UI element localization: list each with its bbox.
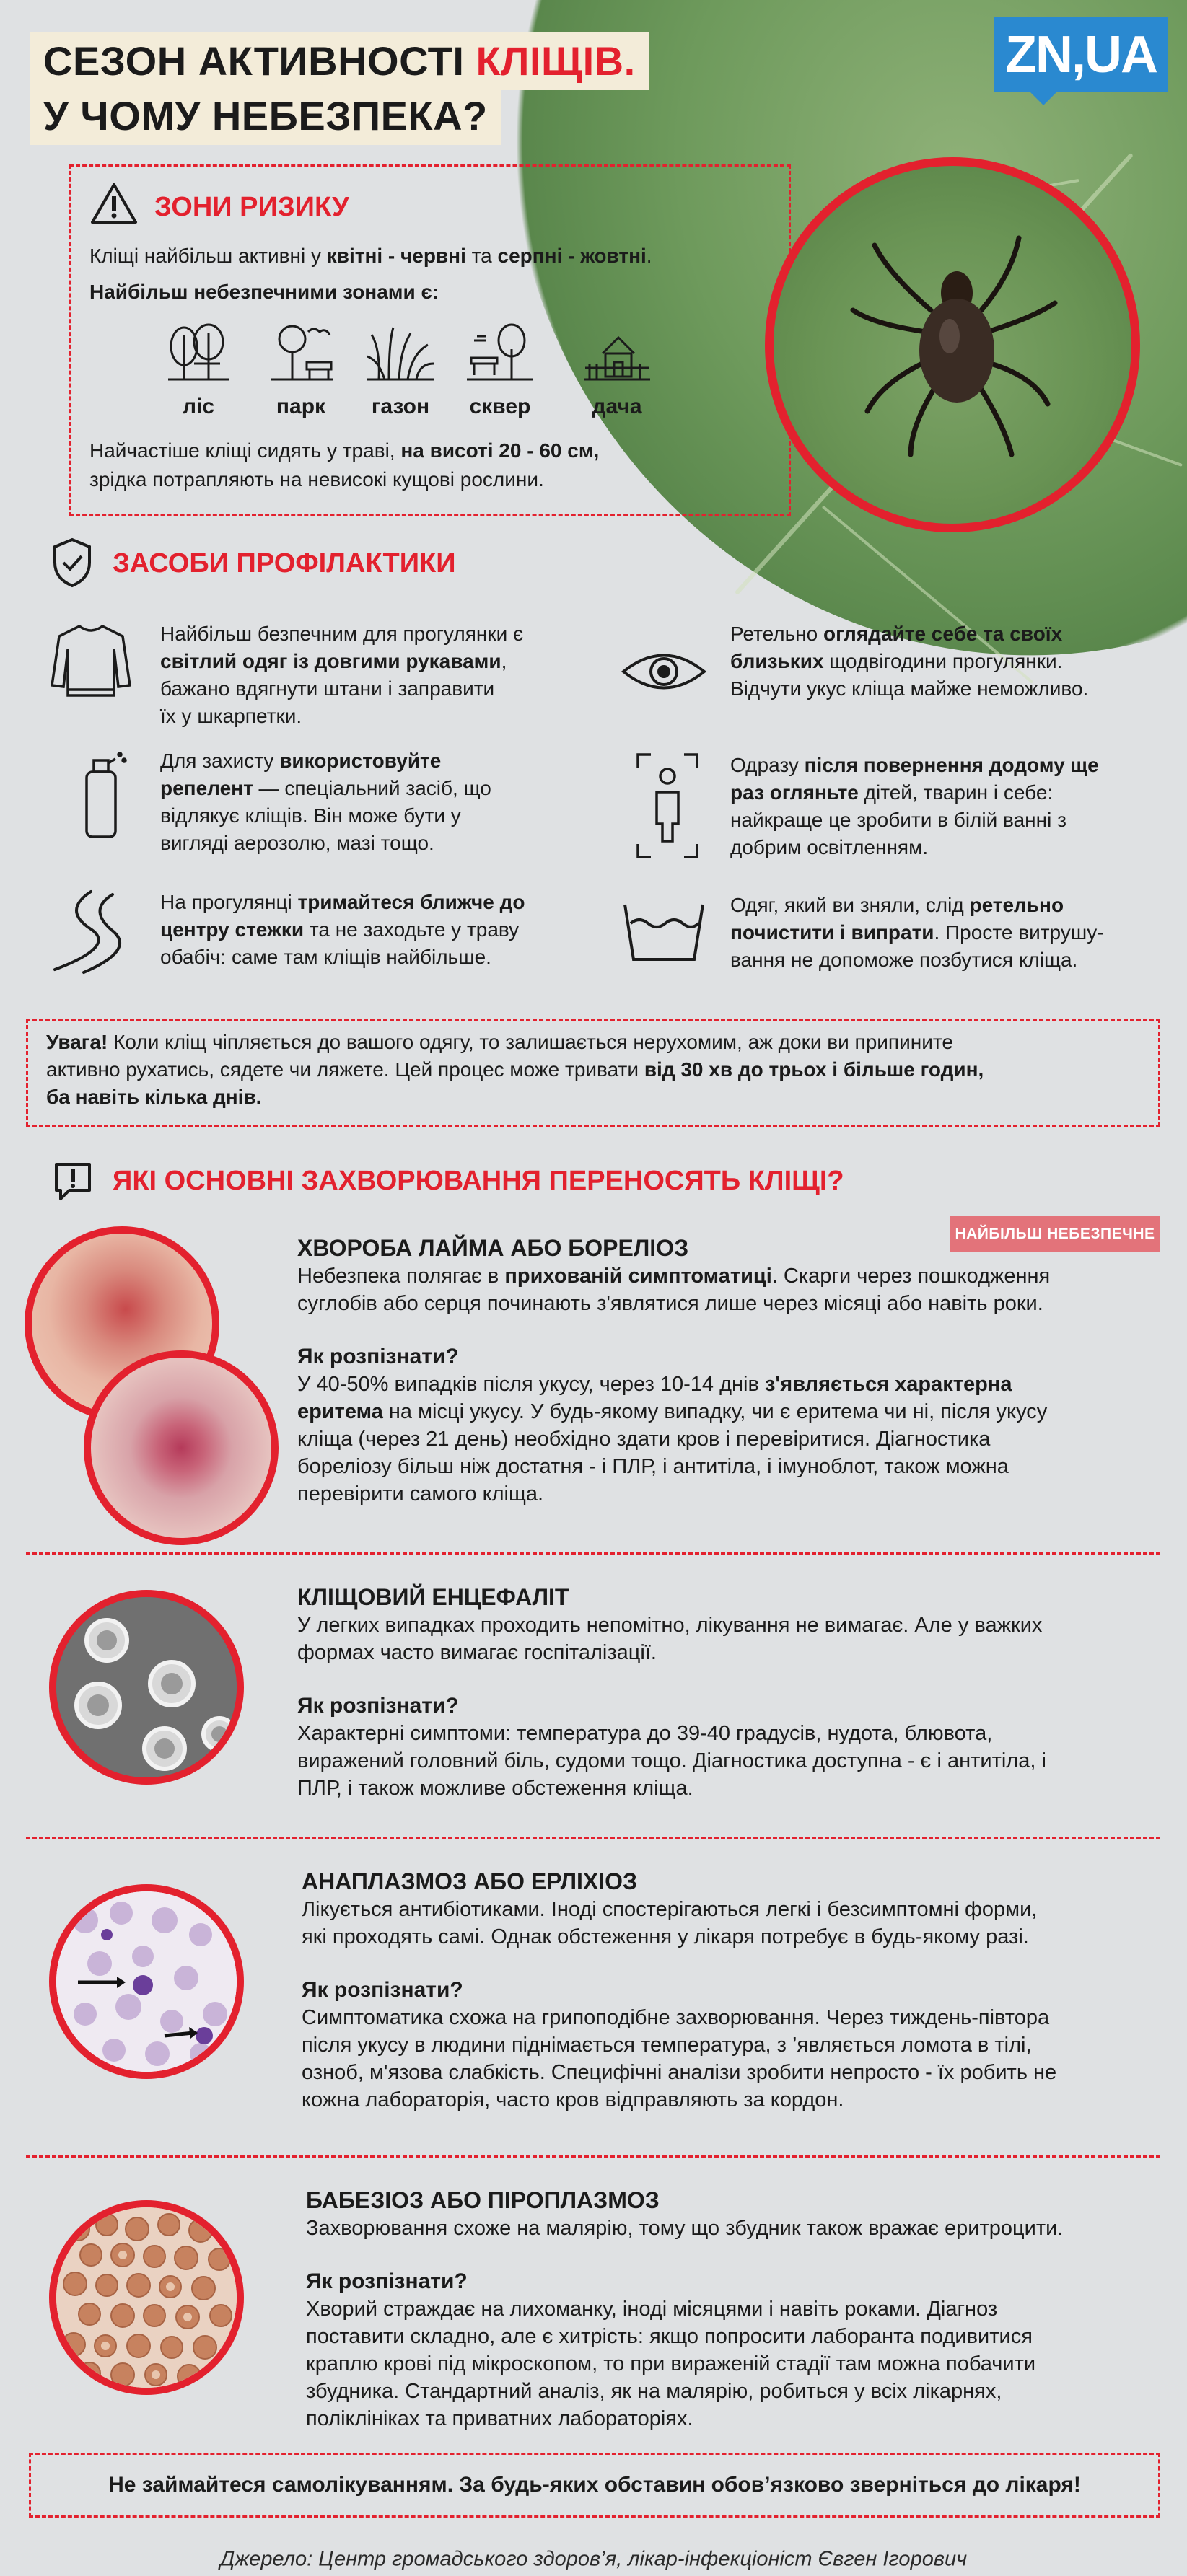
text-bold: Увага! [46,1031,108,1053]
text-line: формах часто вимагає госпіталізації. [297,1641,657,1664]
warning-triangle-icon [89,182,139,225]
text-bold: після повернення додому ще [804,754,1099,776]
text-bold: з'являється характерна [764,1373,1012,1396]
text-line: бореліозу більш ніж достатня - і ПЛР, і антитіла, і імуноблот, також можна [297,1455,1009,1478]
text-line: Хворий страждає на лихоманку, іноді місяцями і навіть роками. Діагноз [306,2298,998,2321]
lyme-title: ХВОРОБА ЛАЙМА АБО БОРЕЛІОЗ [297,1235,689,1261]
text-line: вання не допоможе позбутися кліща. [730,949,1078,971]
blood-smear-micrograph [56,1891,237,2072]
shield-check-icon [51,537,94,589]
text-line: добрим освітленням. [730,836,929,858]
encephalitis-how-label: Як розпізнати? [297,1694,459,1718]
text-line [160,775,491,802]
title-line-1 [30,32,649,90]
text-line [160,916,525,944]
prevention-text [730,752,1099,861]
text-line: У легких випадках проходить непомітно, лікування не вимагає. Але у важких [297,1614,1043,1637]
spray-can-icon [76,747,127,841]
text-line [160,648,523,675]
park-icon [265,320,337,385]
zn-ua-logo[interactable]: ZN,UA [994,17,1168,92]
sweater-icon [48,620,134,700]
text-bold: оглядайте себе та своїх [823,623,1063,645]
text-line [730,779,1099,806]
text-line: поліклініках та приватних лабораторіях. [306,2407,693,2430]
zone-forest [152,320,245,419]
text-bold: використовуйте [279,749,442,772]
prevention-repellent [48,747,596,863]
lyme-photo-2 [84,1350,279,1545]
text: дітей, тварин і себе: [858,781,1054,804]
zone-lawn [354,320,447,419]
source-credit: Джерело: Центр громадського здоров’я, лікар-інфекціоніст Євген Ігорович [219,2547,968,2571]
text: Кліщі найбільш активні у [89,245,327,267]
text: Ретельно [730,623,823,645]
text: , [501,650,507,672]
text-line [730,620,1088,648]
text-bold: репелент [160,777,253,799]
country-house-icon [581,320,653,385]
text-bold: прихованій симптоматиці [504,1265,772,1288]
text-line: після укусу в людини піднімається температура, з ’являється ломота в тілі, [302,2034,1032,2057]
tick-photo [765,157,1140,532]
text-line: виражений головний біль, судоми тощо. Діагностика доступна - є і антитіла, і [297,1749,1046,1772]
zone-square [453,320,547,419]
text: та [465,245,498,267]
babesiosis-title: БАБЕЗІОЗ АБО ПІРОПЛАЗМОЗ [306,2187,660,2213]
anaplasmosis-photo [49,1884,244,2079]
zone-park [254,320,348,419]
zone-label: дача [592,395,642,418]
text-line: кліща (через 21 день) необхідно здати кров і перевіритися. Діагностика [297,1428,991,1451]
text-line [730,752,1099,779]
text-line [297,1371,1047,1398]
lyme-how-label: Як розпізнати? [297,1345,459,1368]
text-bold: на висоті 20 - 60 см, [400,439,600,462]
text-bold: центру стежки [160,918,305,941]
text-line: вигляді аерозолю, мазі тощо. [160,832,434,854]
text-line: найкраще це зробити в білій ванні з [730,809,1066,831]
square-icon [464,320,536,385]
risk-months-text [89,242,652,270]
text-line: їх у шкарпетки. [160,705,302,727]
anaplasmosis-how-label: Як розпізнати? [302,1978,463,2002]
text: та не заходьте у траву [304,918,520,941]
text: У 40-50% випадків після укусу, через 10-14 днів [297,1373,765,1396]
text-line: ПЛР, і також можливе обстеження кліща. [297,1777,693,1800]
zone-label: ліс [182,395,215,418]
text-line [46,1029,984,1056]
text: Одразу [730,754,805,776]
text-line: обабіч: саме там кліщів найбільше. [160,946,491,968]
prevention-text [160,620,523,730]
text-bold: від 30 хв до трьох і більше годин, [644,1058,984,1081]
text-line: збудника. Стандартний аналіз, як на малярію, робиться у всіх лікарнях, [306,2380,1002,2403]
zone-label: газон [371,395,430,418]
divider [26,1837,1160,1839]
text: . Скарги через пошкодження [771,1265,1051,1288]
babesiosis-how-label: Як розпізнати? [306,2269,468,2293]
text-line [730,648,1088,675]
wash-basin-icon [621,899,707,964]
zone-label: парк [276,395,326,418]
text-line: Найбільш безпечним для прогулянки є [160,623,524,645]
text-line: поставити складно, але є хитрість: якщо попросити лаборанта подивитися [306,2325,1033,2348]
prevention-text [160,747,491,857]
title-highlight: КЛІЩІВ. [476,38,636,84]
encephalitis-how-text [297,1720,1046,1802]
text-line: перевірити самого кліща. [297,1482,544,1505]
tick-illustration [774,166,1131,524]
text-bold: світлий одяг із довгими рукавами [160,650,501,672]
text: . [646,245,652,267]
babesiosis-description [306,2215,1063,2242]
prevention-title: ЗАСОБИ ПРОФІЛАКТИКИ [113,548,456,579]
text-line [297,1398,1047,1425]
text: На прогулянці [160,891,298,913]
text-line: Захворювання схоже на малярію, тому що збудник також вражає еритроцити. [306,2217,1064,2240]
anaplasmosis-how-text [302,2004,1056,2114]
zone-label: сквер [469,395,531,418]
title-line-2: У ЧОМУ НЕБЕЗПЕКА? [30,87,501,145]
prevention-path [48,889,596,975]
text: на місці укусу. У будь-якому випадку, чи є еритема чи ні, після укусу [382,1400,1048,1423]
text-line: Симптоматика схожа на грипоподібне захворювання. Через тиждень-півтора [302,2006,1050,2029]
prevention-inspect [621,620,1169,714]
text: Небезпека полягає в [297,1265,505,1288]
text-line: Відчути укус кліща майже неможливо. [730,677,1089,700]
text-bold: тримайтеся ближче до [297,891,525,913]
text: щодвігодини прогулянки. [823,650,1063,672]
prevention-clothes [48,620,596,736]
text: — спеціальний засіб, що [253,777,491,799]
title-line-1-text: СЕЗОН АКТИВНОСТІ [43,38,476,84]
virus-micrograph [56,1597,237,1777]
warning-text [46,1029,984,1111]
text-line [297,1262,1050,1290]
prevention-text [730,620,1088,703]
alert-bubble-icon [52,1160,94,1203]
text-line: Характерні симптоми: температура до 39-40 градусів, нудота, блювота, [297,1722,993,1745]
text-line [730,919,1104,946]
text-line: суглобів або серця починають з'являтися лише через місяці або навіть роки. [297,1292,1043,1315]
text-line: краплю крові під мікроскопом, то при вираженій стадії там можна побачити [306,2352,1036,2375]
text: Найчастіше кліщі сидять у траві, [89,439,401,462]
text-line [46,1056,984,1083]
lyme-how-text [297,1371,1047,1508]
text-bold: ба навіть кілька днів. [46,1086,262,1108]
eye-icon [621,646,707,697]
babesiosis-how-text [306,2295,1035,2432]
text-line [730,892,1104,919]
prevention-text [160,889,525,971]
text: Для захисту [160,749,280,772]
text-bold: почистити і випрати [730,921,934,944]
text-line [160,889,525,916]
path-road-icon [48,889,134,975]
text-bold: раз огляньте [730,781,859,804]
text-bold: ретельно [969,894,1064,916]
babesiosis-photo [49,2200,244,2395]
text-line: озноб, м'язова слабкість. Специфічні аналізи зробити непросто - їх робить не [302,2061,1057,2084]
anaplasmosis-description [302,1896,1037,1951]
text-line: кожна лабораторія, часто кров відправляють за кордон. [302,2088,844,2111]
prevention-wash [621,892,1176,978]
text: Коли кліщ чіпляється до вашого одягу, то залишається нерухомим, аж доки ви припините [108,1031,953,1053]
encephalitis-title: КЛІЩОВИЙ ЕНЦЕФАЛІТ [297,1584,569,1610]
body-scan-icon [635,752,700,860]
text-line [46,1083,984,1111]
lyme-description [297,1262,1050,1317]
text-line [160,747,491,775]
text-bold: еритема [297,1400,383,1423]
risk-zones-subtitle: Найбільш небезпечними зонами є: [89,281,439,303]
forest-icon [162,320,235,385]
prevention-text [730,892,1104,974]
final-warning: Не займайтеся самолікуванням. За будь-яких обставин обов’язково зверніться до лікаря! [29,2453,1160,2518]
text: Одяг, який ви зняли, слід [730,894,970,916]
risk-height-text [89,437,599,465]
text-bold: серпні - жовтні [497,245,647,267]
text-line: які проходять самі. Однак обстеження у лікаря потребує в будь-якому разі. [302,1925,1029,1948]
erythrocytes-micrograph [56,2207,237,2388]
risk-bushes-text: зрідка потрапляють на невисокі кущові рослини. [89,468,544,491]
encephalitis-description [297,1612,1042,1666]
text: активно рухатись, сядете чи ляжете. Цей процес може тривати [46,1058,644,1081]
text-bold: квітні - червні [326,245,466,267]
encephalitis-photo [49,1590,244,1785]
text-line: відлякує кліщів. Він може бути у [160,804,461,827]
grass-icon [364,320,437,385]
text: . Просте витрушу- [934,921,1104,944]
text-line: бажано вдягнути штани і заправити [160,677,495,700]
text-line: Лікується антибіотиками. Іноді спостерігаються легкі і безсимптомні форми, [302,1898,1038,1921]
anaplasmosis-title: АНАПЛАЗМОЗ АБО ЕРЛІХІОЗ [302,1868,638,1894]
text-bold: близьких [730,650,824,672]
zone-dacha [570,320,664,419]
divider [26,1552,1160,1555]
most-dangerous-badge: НАЙБІЛЬШ НЕБЕЗПЕЧНЕ [950,1216,1160,1252]
risk-zones-title: ЗОНИ РИЗИКУ [154,192,349,222]
prevention-after-walk [621,752,1176,867]
diseases-title: ЯКІ ОСНОВНІ ЗАХВОРЮВАННЯ ПЕРЕНОСЯТЬ КЛІЩІ? [113,1166,844,1196]
divider [26,2155,1160,2158]
